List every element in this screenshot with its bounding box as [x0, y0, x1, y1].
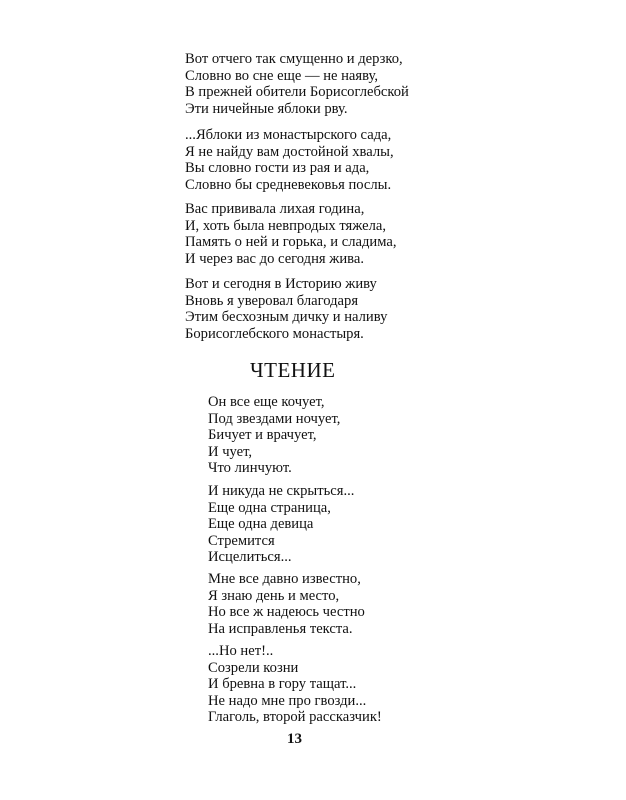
poem-line: Что линчуют. — [208, 460, 292, 477]
poem-line: И, хоть была невпродых тяжела, — [185, 217, 387, 234]
poem-line: Я не найду вам достойной хвалы, — [185, 143, 394, 160]
poem-line: Вы словно гости из рая и ада, — [185, 160, 370, 177]
poem2-stanza-1 — [208, 394, 340, 477]
poem-line: Но все ж надеюсь честно — [208, 604, 365, 621]
page-number: 13 — [287, 731, 302, 747]
poem-line: Еще одна страница, — [208, 499, 331, 516]
poem1-stanza-2 — [185, 127, 394, 193]
poem-line: И бревна в гору тащат... — [208, 676, 357, 693]
poem1-stanza-1 — [185, 51, 409, 117]
poem-line: Под звездами ночует, — [208, 410, 341, 427]
poem-line: Еще одна девица — [208, 516, 314, 533]
poem-line: Борисоглебского монастыря. — [185, 325, 364, 342]
poem-line: Словно бы средневековья послы. — [185, 176, 392, 193]
poem-line: И через вас до сегодня жива. — [185, 250, 364, 267]
poem2-stanza-2 — [208, 483, 354, 566]
poem-line: В прежней обители Борисоглебской — [185, 84, 409, 101]
poem-line: Словно во сне еще — не наяву, — [185, 67, 379, 84]
poem-line: ...Но нет!.. — [208, 643, 274, 659]
poem2-stanza-3 — [208, 571, 365, 637]
poem-line: Бичует и врачует, — [208, 427, 317, 444]
poem-line: Он все еще кочует, — [208, 394, 325, 410]
poem2-stanza-4 — [208, 643, 382, 726]
poem-line: Вот и сегодня в Историю живу — [185, 276, 377, 292]
poem1-stanza-4 — [185, 276, 387, 342]
poem-line: На исправленья текста. — [208, 620, 353, 637]
poem-line: Вновь я уверовал благодаря — [185, 292, 359, 309]
poem-line: Эти ничейные яблоки рву. — [185, 100, 348, 117]
poem-line: Стремится — [208, 532, 275, 549]
poem-line: Я знаю день и место, — [208, 587, 340, 604]
poem-line: Вот отчего так смущенно и дерзко, — [185, 51, 403, 67]
poem-line: И никуда не скрыться... — [208, 483, 355, 499]
poem1-stanza-3 — [185, 201, 397, 267]
poem-line: Не надо мне про гвозди... — [208, 692, 367, 709]
poem-line: Мне все давно известно, — [208, 571, 361, 587]
poem-line: Глаголь, второй рассказчик! — [208, 709, 382, 726]
poem-line: ...Яблоки из монастырского сада, — [185, 127, 392, 143]
poem-line: Созрели козни — [208, 659, 299, 676]
poem-line: И чует, — [208, 443, 253, 460]
poem-line: Вас прививала лихая година, — [185, 201, 365, 217]
poem-line: Исцелиться... — [208, 549, 292, 566]
poem-line: Этим бесхозным дичку и наливу — [185, 309, 388, 326]
poem-title: ЧТЕНИЕ — [250, 358, 336, 382]
poem-line: Память о ней и горька, и сладима, — [185, 234, 397, 251]
